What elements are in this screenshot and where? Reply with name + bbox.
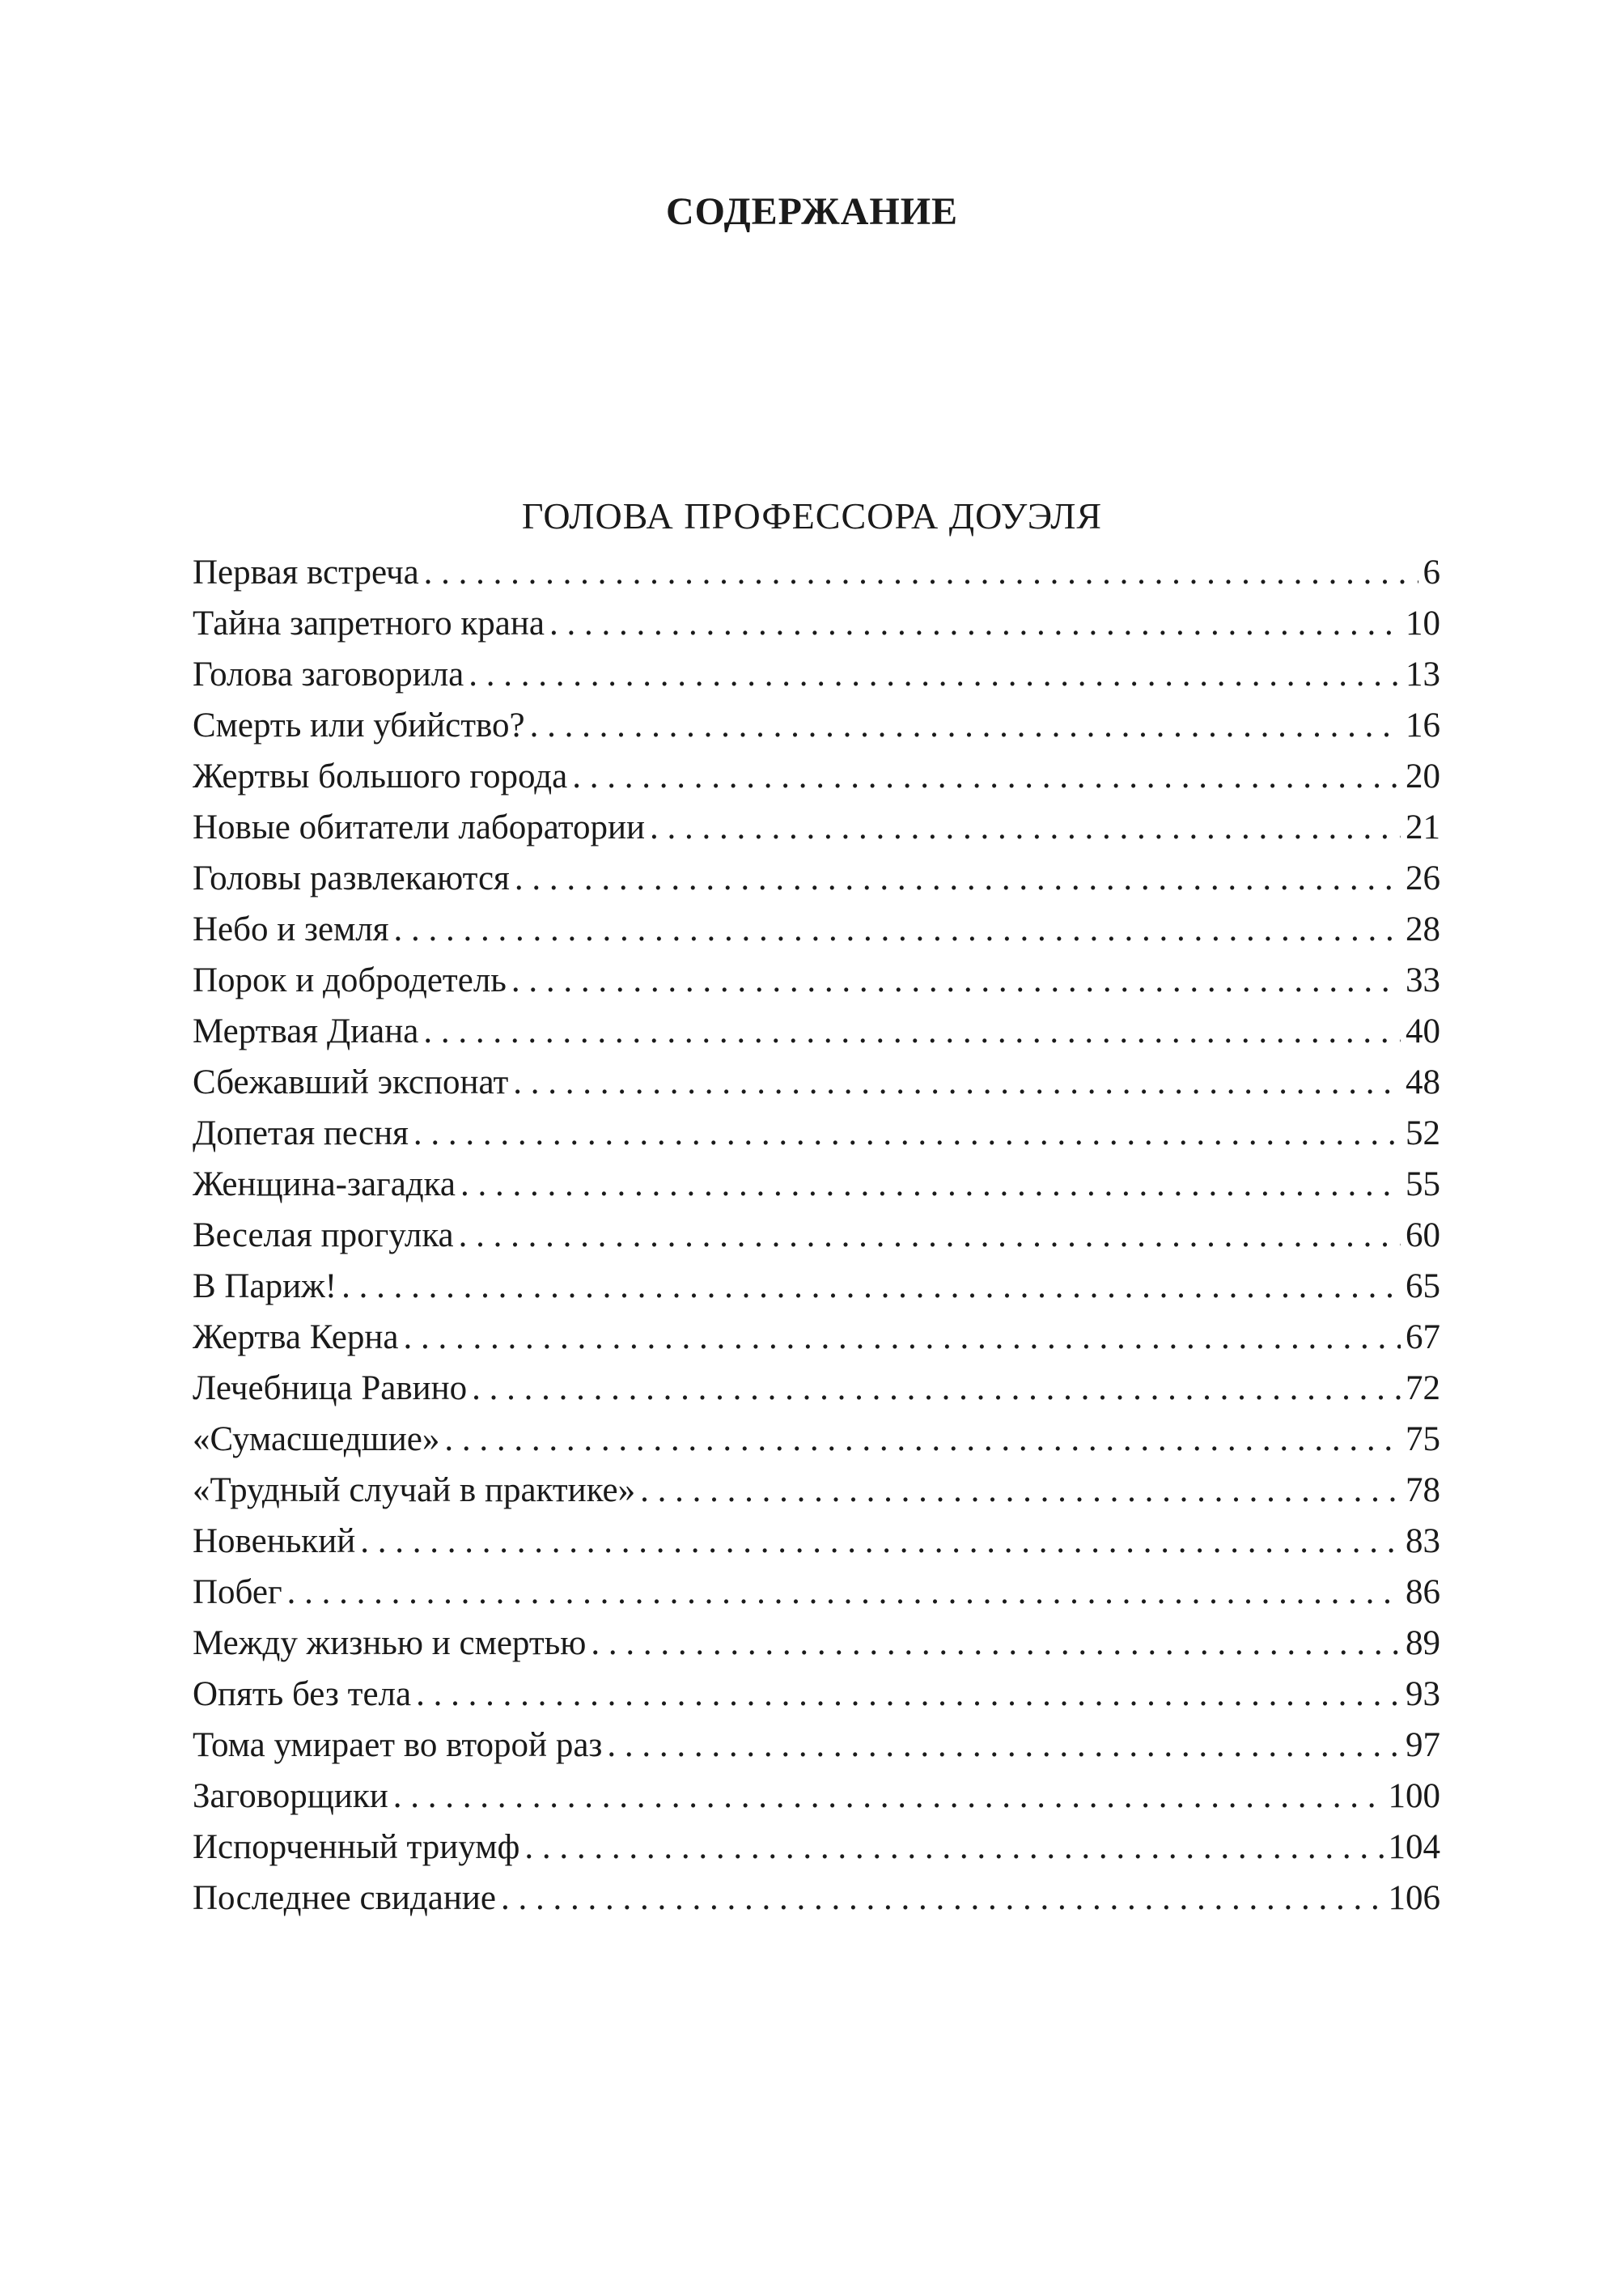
- toc-dot-leader: [607, 1720, 1401, 1771]
- toc-entry: [193, 547, 1440, 598]
- toc-entry-title: Опять без тела: [193, 1675, 412, 1713]
- toc-entry-title: «Трудный случай в практике»: [193, 1471, 636, 1509]
- toc-entry-title: Жертвы большого города: [193, 757, 568, 795]
- toc-entry: [193, 1261, 1440, 1312]
- toc-dot-leader: [501, 1873, 1384, 1924]
- toc-dot-leader: [549, 598, 1401, 649]
- toc-entry: [193, 955, 1440, 1006]
- toc-dot-leader: [287, 1567, 1401, 1618]
- toc-entry-page-number: 78: [1406, 1471, 1440, 1509]
- toc-entry-page-number: 97: [1406, 1726, 1440, 1764]
- toc-entry-page-number: 104: [1388, 1828, 1440, 1866]
- toc-entry: [193, 802, 1440, 853]
- toc-dot-leader: [459, 1210, 1401, 1261]
- toc-entry-title: Тома умирает во второй раз: [193, 1726, 603, 1764]
- toc-entry-page-number: 20: [1406, 757, 1440, 795]
- toc-entry: [193, 1057, 1440, 1108]
- toc-entry-title: Побег: [193, 1573, 282, 1611]
- toc-dot-leader: [511, 955, 1401, 1006]
- table-of-contents: [193, 547, 1440, 1924]
- toc-entry-title: В Париж!: [193, 1267, 337, 1305]
- toc-entry-page-number: 55: [1406, 1165, 1440, 1203]
- toc-entry-title: Голова заговорила: [193, 655, 464, 694]
- toc-entry: [193, 1873, 1440, 1924]
- toc-entry-title: Сбежавший экспонат: [193, 1063, 509, 1101]
- toc-entry-page-number: 13: [1406, 655, 1440, 694]
- toc-entry-title: Головы развлекаются: [193, 859, 510, 897]
- toc-entry-page-number: 89: [1406, 1624, 1440, 1662]
- toc-entry: [193, 1516, 1440, 1567]
- toc-entry: [193, 598, 1440, 649]
- toc-entry: [193, 1210, 1440, 1261]
- toc-entry-title: Небо и земля: [193, 910, 389, 948]
- toc-dot-leader: [423, 1006, 1401, 1057]
- toc-dot-leader: [416, 1669, 1401, 1720]
- toc-entry-page-number: 83: [1406, 1522, 1440, 1560]
- toc-entry-page-number: 93: [1406, 1675, 1440, 1713]
- toc-entry-title: Последнее свидание: [193, 1879, 496, 1917]
- toc-entry-page-number: 10: [1406, 605, 1440, 643]
- section-title: ГОЛОВА ПРОФЕССОРА ДОУЭЛЯ: [521, 495, 1103, 537]
- toc-dot-leader: [572, 751, 1401, 802]
- toc-dot-leader: [360, 1516, 1401, 1567]
- toc-entry-page-number: 72: [1406, 1369, 1440, 1407]
- toc-dot-leader: [341, 1261, 1401, 1312]
- toc-entry-title: Тайна запретного крана: [193, 605, 545, 643]
- toc-entry: [193, 853, 1440, 904]
- toc-entry-page-number: 52: [1406, 1114, 1440, 1152]
- toc-entry-title: Мертвая Диана: [193, 1012, 419, 1050]
- toc-dot-leader: [650, 802, 1401, 853]
- toc-entry-title: Новенький: [193, 1522, 356, 1560]
- toc-dot-leader: [591, 1618, 1401, 1669]
- toc-entry-title: Жертва Керна: [193, 1318, 399, 1356]
- toc-entry-title: Новые обитатели лаборатории: [193, 808, 645, 846]
- toc-entry-page-number: 26: [1406, 859, 1440, 897]
- toc-entry-title: Первая встреча: [193, 554, 419, 592]
- toc-entry-title: Веселая прогулка: [193, 1216, 454, 1254]
- toc-entry: [193, 904, 1440, 955]
- toc-entry-title: Женщина-загадка: [193, 1165, 456, 1203]
- toc-entry-page-number: 106: [1388, 1879, 1440, 1917]
- toc-entry: [193, 1312, 1440, 1363]
- toc-entry: [193, 700, 1440, 751]
- toc-entry: [193, 1771, 1440, 1822]
- toc-entry-page-number: 40: [1406, 1012, 1440, 1050]
- toc-entry: [193, 1618, 1440, 1669]
- toc-entry-page-number: 28: [1406, 910, 1440, 948]
- toc-entry: [193, 1006, 1440, 1057]
- page-title: СОДЕРЖАНИЕ: [665, 190, 959, 233]
- toc-entry-title: Допетая песня: [193, 1114, 409, 1152]
- toc-entry-page-number: 65: [1406, 1267, 1440, 1305]
- toc-entry: [193, 1720, 1440, 1771]
- toc-entry-page-number: 33: [1406, 961, 1440, 999]
- toc-dot-leader: [469, 649, 1401, 700]
- toc-dot-leader: [394, 904, 1401, 955]
- toc-dot-leader: [515, 853, 1401, 904]
- toc-entry-page-number: 75: [1406, 1420, 1440, 1458]
- toc-entry-title: Порок и добродетель: [193, 961, 507, 999]
- toc-dot-leader: [472, 1363, 1401, 1414]
- toc-entry-page-number: 21: [1406, 808, 1440, 846]
- toc-entry: [193, 1108, 1440, 1159]
- toc-entry: [193, 1159, 1440, 1210]
- toc-entry-page-number: 16: [1406, 706, 1440, 745]
- toc-dot-leader: [393, 1771, 1384, 1822]
- toc-entry-page-number: 60: [1406, 1216, 1440, 1254]
- toc-entry-title: Испорченный триумф: [193, 1828, 520, 1866]
- toc-entry-page-number: 100: [1388, 1777, 1440, 1815]
- toc-dot-leader: [403, 1312, 1401, 1363]
- toc-entry-title: Лечебница Равино: [193, 1369, 468, 1407]
- toc-entry: [193, 1363, 1440, 1414]
- toc-dot-leader: [460, 1159, 1401, 1210]
- toc-entry-page-number: 67: [1406, 1318, 1440, 1356]
- toc-entry: [193, 1465, 1440, 1516]
- toc-dot-leader: [530, 700, 1401, 751]
- toc-entry-page-number: 6: [1423, 554, 1440, 592]
- toc-entry: [193, 1414, 1440, 1465]
- toc-dot-leader: [424, 547, 1418, 598]
- toc-dot-leader: [413, 1108, 1401, 1159]
- toc-entry-title: Заговорщики: [193, 1777, 388, 1815]
- toc-dot-leader: [513, 1057, 1401, 1108]
- toc-entry: [193, 1822, 1440, 1873]
- toc-entry-title: «Сумасшедшие»: [193, 1420, 440, 1458]
- toc-dot-leader: [640, 1465, 1401, 1516]
- toc-dot-leader: [524, 1822, 1383, 1873]
- toc-dot-leader: [444, 1414, 1401, 1465]
- toc-entry-title: Смерть или убийство?: [193, 706, 525, 745]
- toc-entry: [193, 751, 1440, 802]
- toc-entry-page-number: 48: [1406, 1063, 1440, 1101]
- toc-entry-page-number: 86: [1406, 1573, 1440, 1611]
- toc-entry: [193, 649, 1440, 700]
- toc-entry: [193, 1669, 1440, 1720]
- toc-entry: [193, 1567, 1440, 1618]
- toc-entry-title: Между жизнью и смертью: [193, 1624, 587, 1662]
